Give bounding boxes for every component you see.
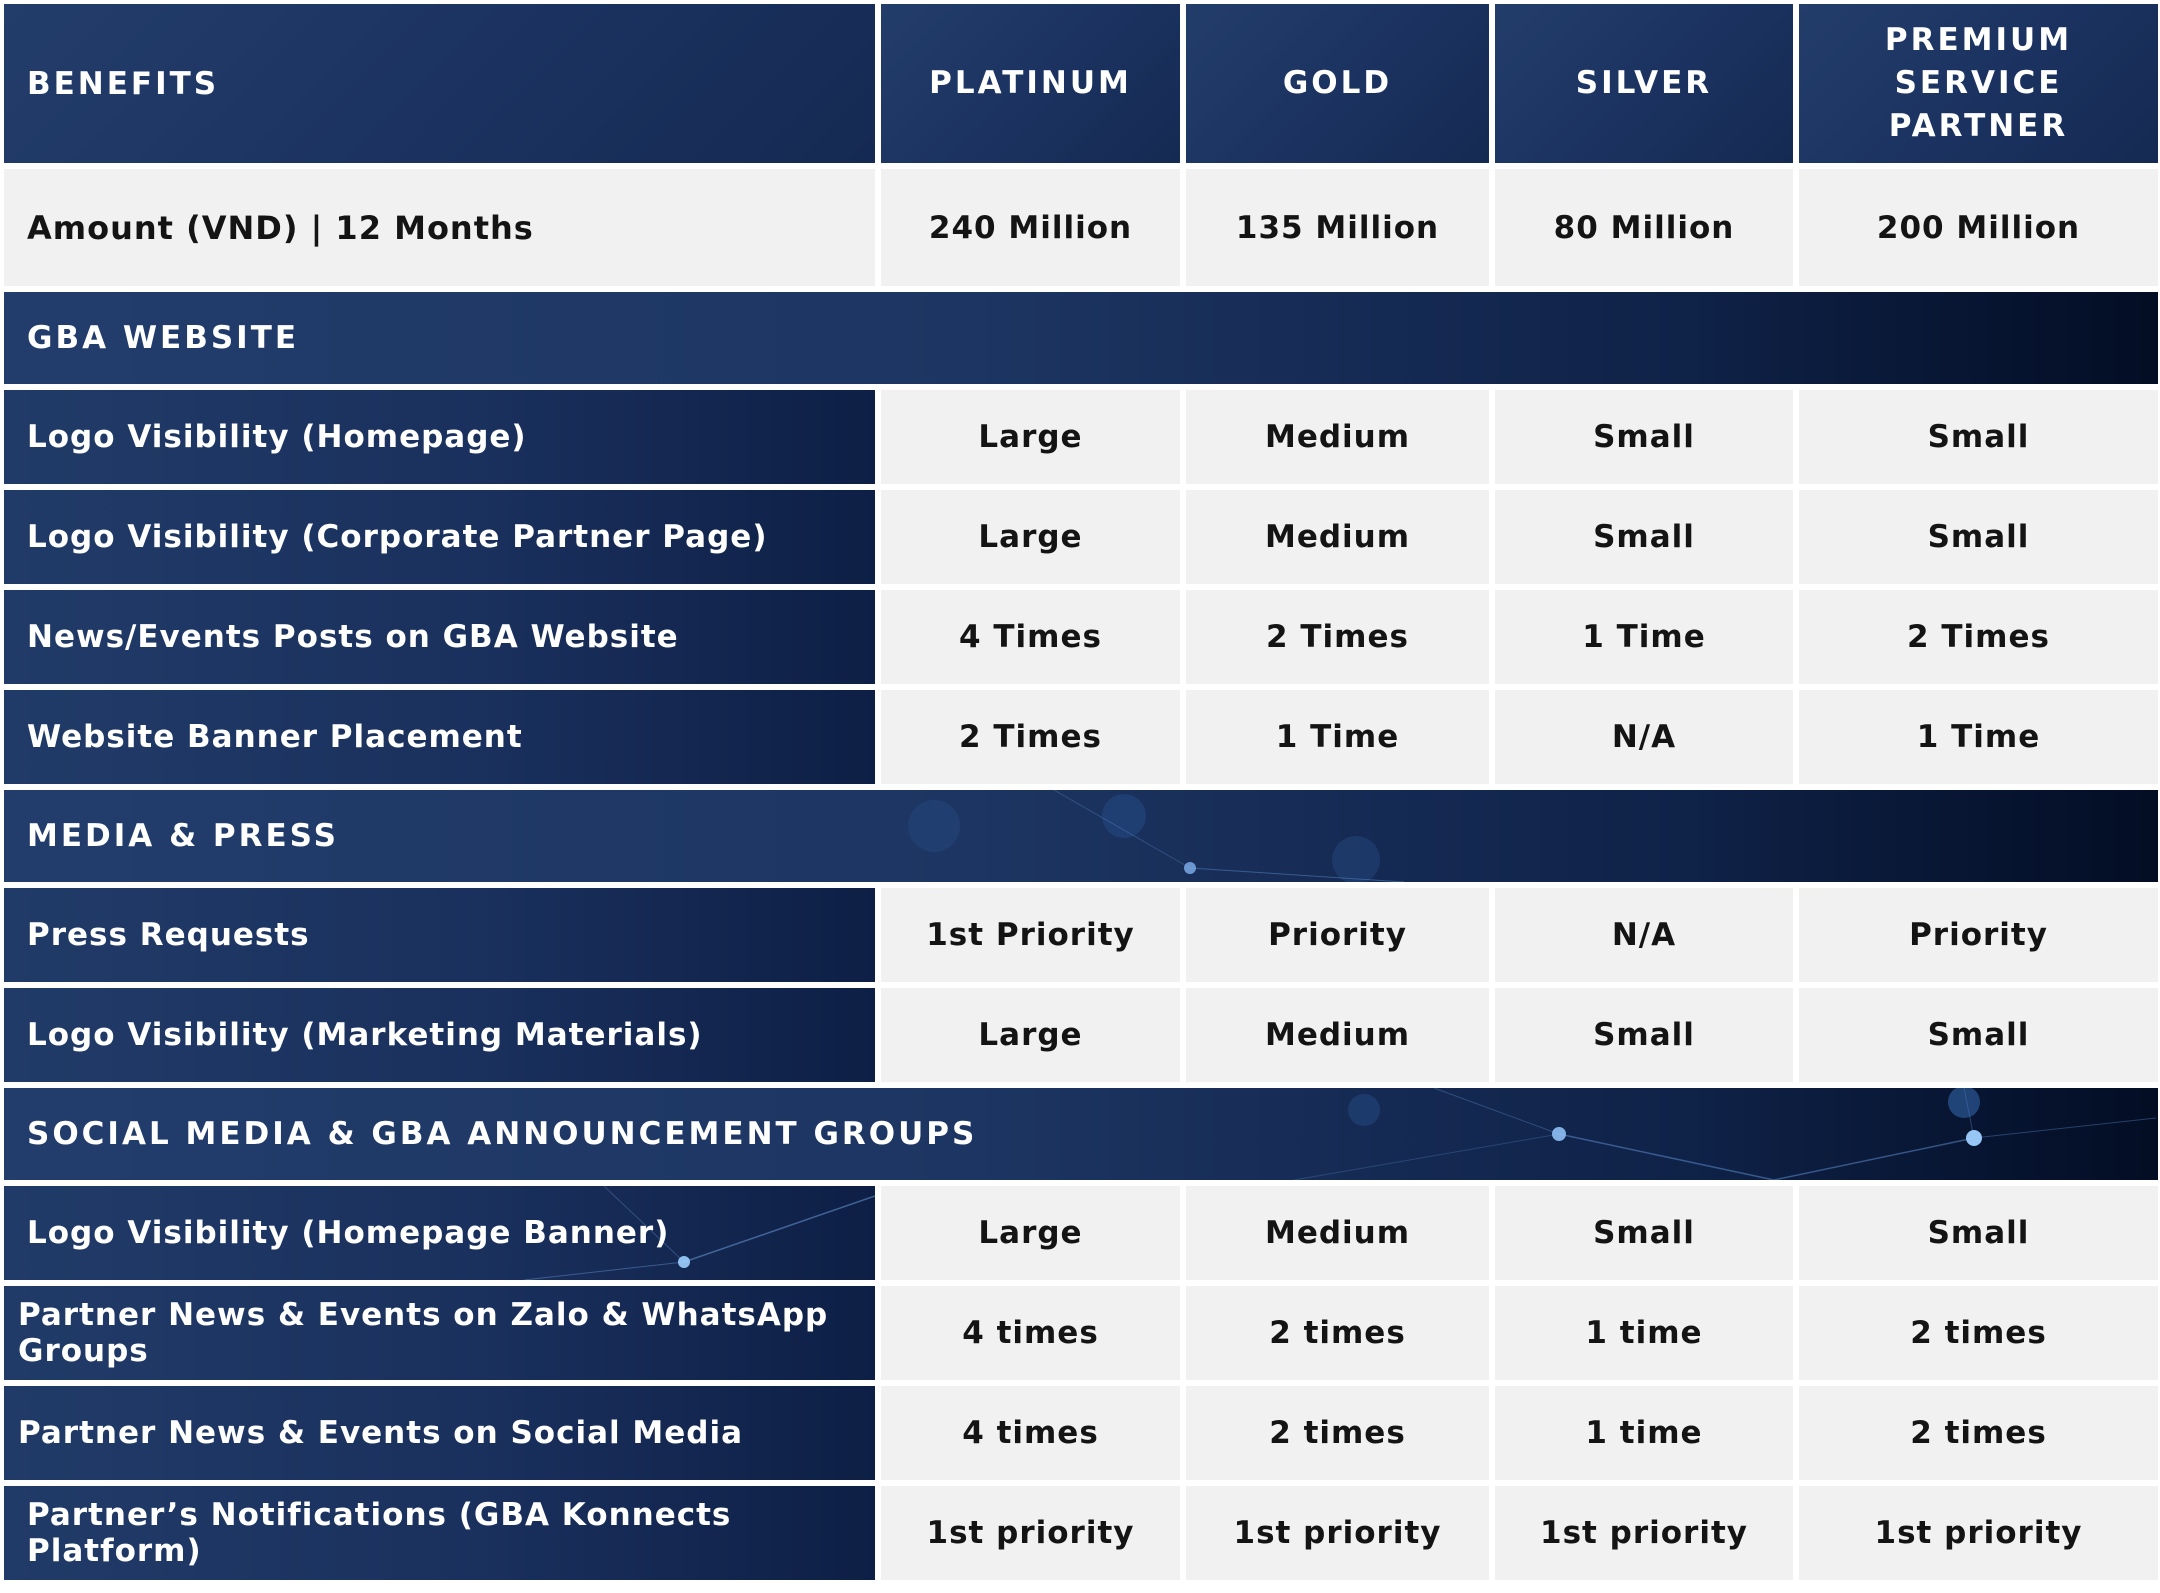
row-value-silver: 1 Time (1495, 590, 1793, 684)
amount-gold: 135 Million (1186, 169, 1489, 286)
header-gold: GOLD (1186, 4, 1489, 163)
row-value-gold: Medium (1186, 490, 1489, 584)
row-label: Website Banner Placement (4, 690, 875, 784)
row-value-platinum: 4 Times (881, 590, 1180, 684)
amount-silver: 80 Million (1495, 169, 1793, 286)
row-label: Logo Visibility (Homepage Banner) (4, 1186, 875, 1280)
row-value-silver: 1st priority (1495, 1486, 1793, 1580)
row-value-gold: Medium (1186, 390, 1489, 484)
row-label: Partner News & Events on Zalo & WhatsApp Groups (4, 1286, 875, 1380)
row-value-gold: Medium (1186, 988, 1489, 1082)
row-value-silver: Small (1495, 988, 1793, 1082)
row-value-silver: Small (1495, 390, 1793, 484)
row-value-premium: 2 Times (1799, 590, 2158, 684)
row-value-platinum: Large (881, 490, 1180, 584)
row-value-premium: Priority (1799, 888, 2158, 982)
row-value-silver: N/A (1495, 888, 1793, 982)
section-social-media: SOCIAL MEDIA & GBA ANNOUNCEMENT GROUPS (4, 1088, 2158, 1180)
header-benefits: BENEFITS (4, 4, 875, 163)
row-value-gold: Priority (1186, 888, 1489, 982)
header-silver: SILVER (1495, 4, 1793, 163)
amount-platinum: 240 Million (881, 169, 1180, 286)
row-value-gold: Medium (1186, 1186, 1489, 1280)
row-value-platinum: 1st Priority (881, 888, 1180, 982)
amount-label: Amount (VND) | 12 Months (4, 169, 875, 286)
row-label: Logo Visibility (Corporate Partner Page) (4, 490, 875, 584)
header-premium-line1: PREMIUM (1884, 22, 2073, 58)
section-gba-website: GBA WEBSITE (4, 292, 2158, 384)
benefits-table (4, 4, 2156, 1580)
row-value-gold: 2 times (1186, 1286, 1489, 1380)
row-label: Partner’s Notifications (GBA Konnects Platform) (4, 1486, 875, 1580)
row-value-platinum: Large (881, 988, 1180, 1082)
row-value-premium: Small (1799, 390, 2158, 484)
row-value-silver: Small (1495, 490, 1793, 584)
row-value-premium: Small (1799, 1186, 2158, 1280)
row-value-premium: 1 Time (1799, 690, 2158, 784)
row-value-platinum: 2 Times (881, 690, 1180, 784)
row-label: Logo Visibility (Marketing Materials) (4, 988, 875, 1082)
row-label: Press Requests (4, 888, 875, 982)
row-value-premium: 2 times (1799, 1386, 2158, 1480)
row-label: Logo Visibility (Homepage) (4, 390, 875, 484)
row-value-premium: 1st priority (1799, 1486, 2158, 1580)
row-value-silver: N/A (1495, 690, 1793, 784)
amount-premium: 200 Million (1799, 169, 2158, 286)
header-premium-line2: SERVICE PARTNER (1888, 65, 2069, 144)
row-value-platinum: 1st priority (881, 1486, 1180, 1580)
row-value-silver: 1 time (1495, 1286, 1793, 1380)
header-premium-service-partner (1799, 4, 2158, 163)
row-value-premium: Small (1799, 988, 2158, 1082)
header-platinum: PLATINUM (881, 4, 1180, 163)
row-value-premium: Small (1799, 490, 2158, 584)
row-value-silver: Small (1495, 1186, 1793, 1280)
row-value-silver: 1 time (1495, 1386, 1793, 1480)
row-label: Partner News & Events on Social Media (4, 1386, 875, 1480)
row-value-gold: 1st priority (1186, 1486, 1489, 1580)
row-value-gold: 2 Times (1186, 590, 1489, 684)
row-value-platinum: Large (881, 390, 1180, 484)
row-value-gold: 1 Time (1186, 690, 1489, 784)
row-value-gold: 2 times (1186, 1386, 1489, 1480)
section-media-press: MEDIA & PRESS (4, 790, 2158, 882)
row-value-premium: 2 times (1799, 1286, 2158, 1380)
row-value-platinum: 4 times (881, 1286, 1180, 1380)
row-value-platinum: 4 times (881, 1386, 1180, 1480)
row-value-platinum: Large (881, 1186, 1180, 1280)
row-label: News/Events Posts on GBA Website (4, 590, 875, 684)
